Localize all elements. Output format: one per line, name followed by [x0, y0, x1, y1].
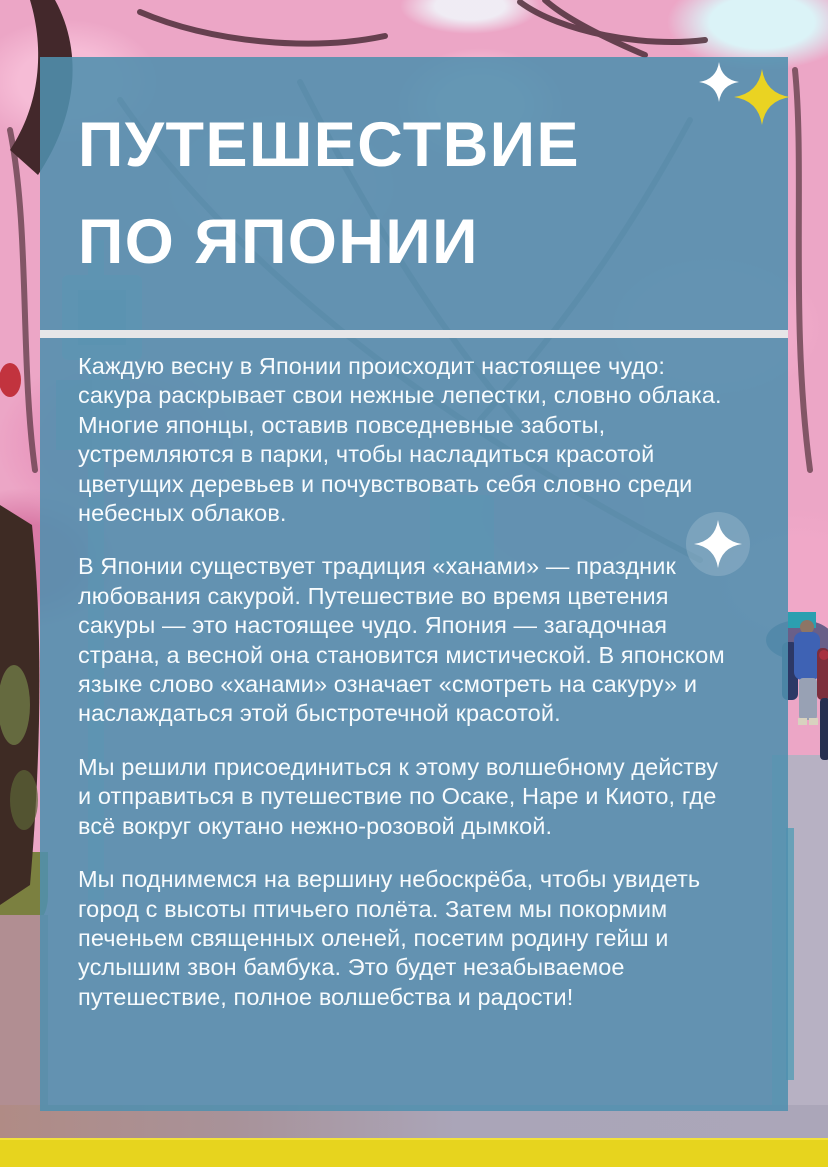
red-lantern	[0, 363, 21, 397]
paragraph-sakura-miracle: Каждую весну в Японии происходит настоящее чудо: сакура раскрывает свои нежные лепестки, словно облака. Многие японцы, оставив повседневные заботы, устремляются в парки, чтобы насладиться красотой цветущих деревьев и почувствовать себя словно среди небесных облаков.	[78, 353, 722, 527]
title-divider	[40, 330, 788, 338]
page-title	[78, 97, 580, 291]
content-card	[40, 57, 788, 1111]
paragraph-trip-plans: Мы поднимемся на вершину небоскрёба, чтобы увидеть город с высоты птичьего полёта. Затем мы покормим печеньем священных оленей, посетим родину гейш и услышим звон бамбука. Это будет незабываемое путешествие, полное волшебства и радости!	[78, 866, 701, 1010]
body-text	[78, 352, 734, 1036]
paragraph-hanami-tradition: В Японии существует традиция «ханами» — праздник любования сакурой. Путешествие во время цветения сакуры — это настоящее чудо. Япония — загадочная страна, а весной она становится мистической. В японском языке слово «ханами» означает «смотреть на сакуру» и наслаждаться этой быстротечной красотой.	[78, 553, 725, 727]
title-line-1: ПУТЕШЕСТВИЕ	[78, 110, 581, 180]
title-line-2: ПО ЯПОНИИ	[78, 207, 479, 277]
paragraph-trip-cities: Мы решили присоединиться к этому волшебному действу и отправиться в путешествие по Осаке, Наре и Киото, где всё вокруг окутано нежно-розовой дымкой.	[78, 753, 719, 839]
moss	[10, 770, 38, 830]
bottom-accent-bar	[0, 1138, 828, 1167]
